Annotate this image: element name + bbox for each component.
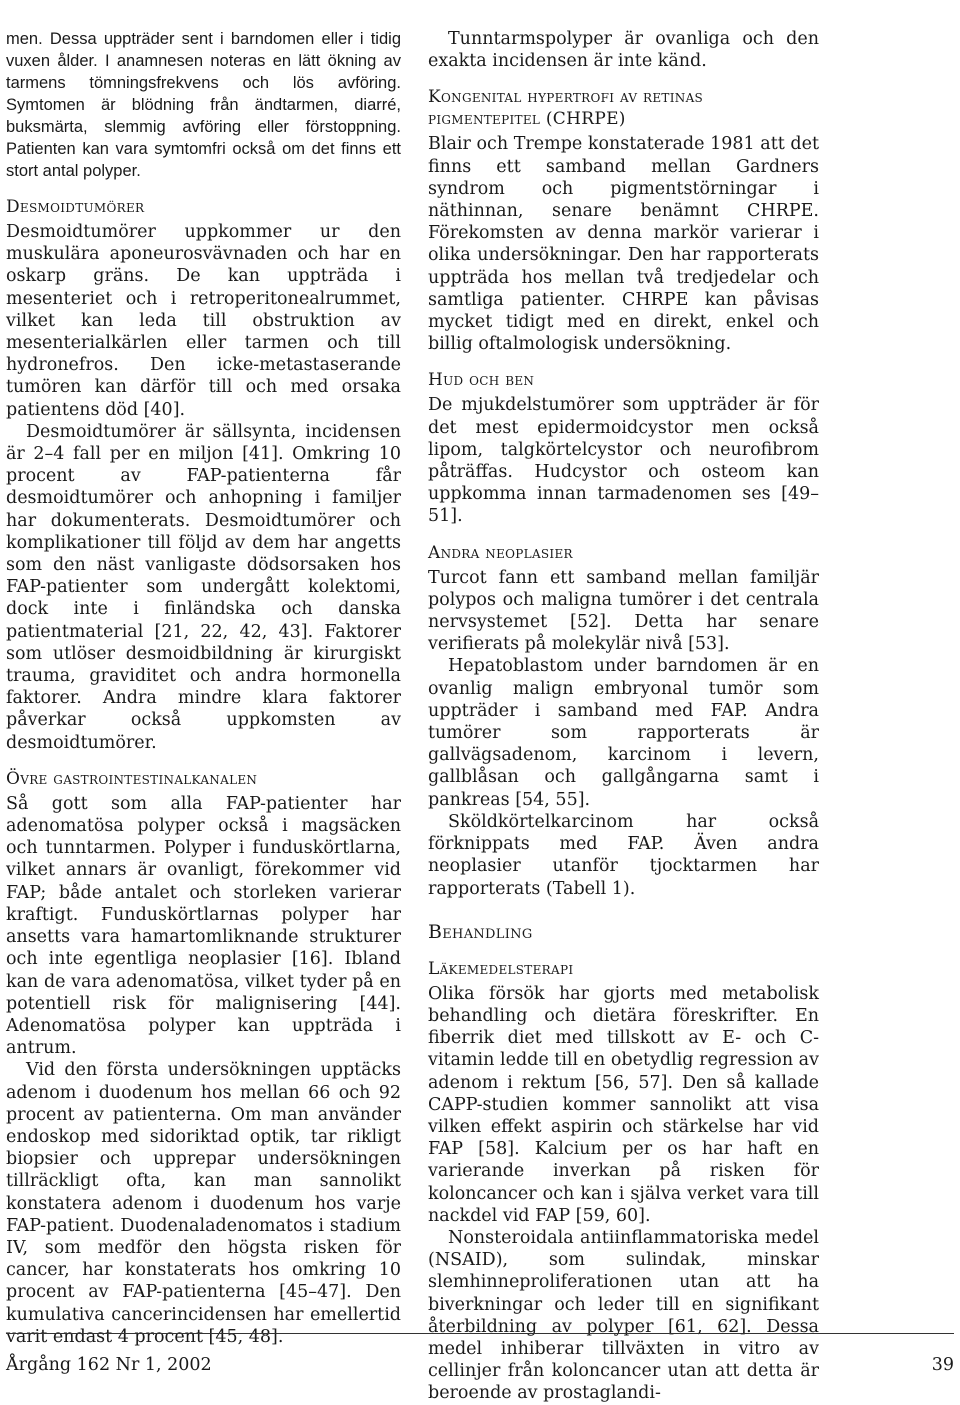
desmoid-paragraph-2: Desmoidtumörer är sällsynta, incidensen är 2–4 fall per en miljon [41]. Omkring 10 procent av FAP-patienterna får desmoidtumörer och anhopning i familjer har dokumenterats. Desmoidtumörer och komplikationer till följd av dem har angetts som den näst vanligaste dödsorsaken hos FAP-patienter som undergått kolektomi, dock inte i finländska och danska patientmaterial [21, 22, 42, 43]. Faktorer som utlöser desmoidbildning är kirurgiskt trauma, graviditet och andra hormonella faktorer. Andra mindre klara faktorer påverkar också uppkomsten av desmoidtumörer. — [6, 421, 401, 753]
ovre-paragraph-1: Så gott som alla FAP-patienter har adenomatösa polyper också i magsäcken och tunntarmen. Polyper i funduskörtlarna, vilket annars är ovanligt, förekommer vid FAP; både antalet och storleken varierar kraftigt. Funduskörtlarnas polyper har ansetts vara hamartomliknande strukturer och inte egentliga neoplasier [16]. Ibland kan de vara adenomatösa, vilket tyder på en potentiell risk för malignisering [44]. Adenomatösa polyper kan uppträda i antrum. — [6, 793, 401, 1059]
andra-paragraph-3: Sköldkörtelkarcinom har också förknippats med FAP. Även andra neoplasier utanför tjocktarmen har rapporterats (Tabell 1). — [428, 811, 819, 899]
footer-divider — [6, 1333, 954, 1334]
footer-issue: Årgång 162 Nr 1, 2002 — [6, 1355, 212, 1375]
andra-paragraph-1: Turcot fann ett samband mellan familjär polypos och maligna tumörer i det centrala nervsystemet [52]. Detta har senare verifierats på molekylär nivå [53]. — [428, 567, 819, 655]
ovre-paragraph-2: Vid den första undersökningen upptäcks adenom i duodenum hos mellan 66 och 92 procent av patienterna. Om man använder endoskop med sidoriktad optik, tar rikligt biopsier och upprepar undersökningen tillräckligt ofta, kan man sannolikt konstatera adenom i duodenum hos varje FAP-patient. Duodenaladenomatos i stadium IV, som medför den högsta risken för cancer, har konstaterats hos omkring 10 procent av FAP-patienterna [45–47]. Den kumulativa cancerincidensen har emellertid varit endast 4 procent [45, 48]. — [6, 1060, 401, 1347]
left-column — [6, 28, 401, 1348]
hud-paragraph: De mjukdelstumörer som uppträder är för det mest epidermoidcystor men också lipom, talgkörtelcystor och neurofibrom påträffas. Hudcystor och osteom kan uppkomma innan tarmadenomen ses [49–51]. — [428, 395, 819, 527]
lakemedel-paragraph-1: Olika försök har gjorts med metabolisk behandling och dietära föreskrifter. En fiberrik diet med tillskott av E- och C-vitamin ledde till en obetydlig regression av adenom i rektum [56, 57]. Den så kallade CAPP-studien kommer sannolikt att visa vilken effekt aspirin och stärkelse har vid FAP [58]. Kalcium per os har haft en varierande inverkan på risken för koloncancer och kan i själva verket vara till nackdel vid FAP [59, 60]. — [428, 983, 819, 1226]
heading-hud-och-ben: Hud och ben — [428, 370, 535, 391]
andra-paragraph-2: Hepatoblastom under barndomen är en ovanlig malign embryonal tumör som uppträder i samband med FAP. Andra tumörer som rapporterats är gallvägsadenom, karcinom i levern, gallblåsan och gallgångarna samt i pankreas [54, 55]. — [428, 656, 819, 810]
heading-lakemedelsterapi: Läkemedelsterapi — [428, 958, 574, 979]
right-column — [428, 28, 819, 1405]
heading-ovre-gastrointestinalkanalen: Övre gastrointestinalkanalen — [6, 768, 258, 789]
heading-desmoidtumorer: Desmoidtumörer — [6, 197, 145, 217]
heading-chrpe: Kongenital hypertrofi av retinas pigmentepitel (CHRPE) — [428, 87, 704, 130]
tunntarm-paragraph: Tunntarmspolyper är ovanliga och den exakta incidensen är inte känd. — [428, 29, 819, 72]
intro-paragraph: men. Dessa uppträder sent i barndomen eller i tidig vuxen ålder. I anamnesen noteras en lätt ökning av tarmens tömningsfrekvens och lös avföring. Symtomen är blödning från ändtarmen, diarré, buksmärta, slemmig avföring eller förstoppning. Patienten kan vara symtomfri också om det finns ett stort antal polyper. — [6, 30, 401, 180]
chrpe-paragraph: Blair och Trempe konstaterade 1981 att det finns ett samband mellan Gardners syndrom och pigmentstörningar i näthinnan, senare benämnt CHRPE. Förekomsten av denna markör varierar i olika undersökningar. Den har rapporterats uppträda hos mellan två tredjedelar och samtliga patienter. CHRPE kan påvisas mycket tidigt med en direkt, enkel och billig oftalmologisk undersökning. — [428, 134, 819, 355]
heading-behandling: Behandling — [428, 920, 533, 943]
desmoid-paragraph-1: Desmoidtumörer uppkommer ur den muskulära aponeurosvävnaden och har en oskarp gräns. De kan uppträda i mesenteriet och i retroperitonealrummet, vilket kan leda till obstruktion av mesenterialkärlen eller tarmen och till hydronefros. Den icke-metastaserande tumören kan därför till och med orsaka patientens död [40]. — [6, 222, 401, 420]
page-number: 39 — [931, 1355, 954, 1375]
heading-andra-neoplasier: Andra neoplasier — [428, 542, 573, 563]
lakemedel-paragraph-2: Nonsteroidala antiinflammatoriska medel (NSAID), som sulindak, minskar slemhinneproliferationen utan att ha biverkningar och leder till en signifikant återbildning av polyper [61, 62]. Dessa medel inhiberar tillväxten in vitro av cellinjer från koloncancer utan att detta är beroende av prostaglandi- — [428, 1227, 819, 1404]
